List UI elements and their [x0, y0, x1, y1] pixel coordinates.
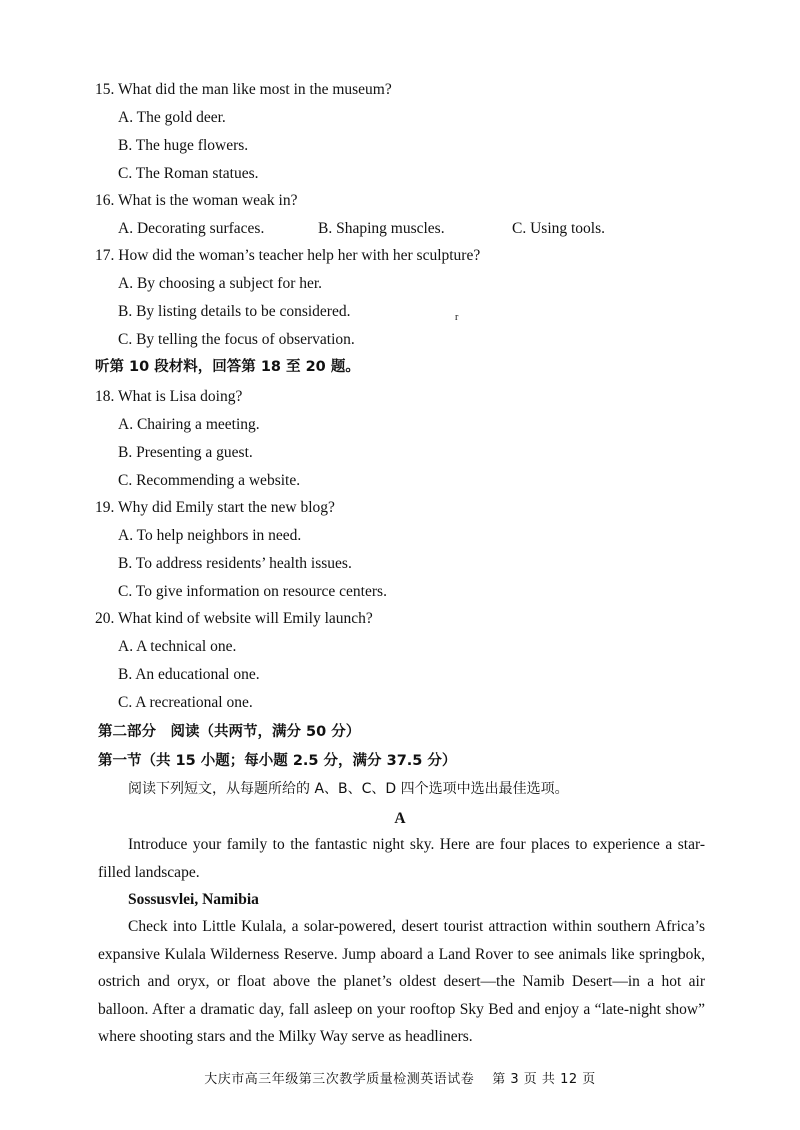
- option-19b: B. To address residents’ health issues.: [118, 555, 352, 572]
- stray-mark: r: [455, 312, 459, 323]
- question-15: 15. What did the man like most in the museum?: [95, 81, 392, 98]
- option-17c: C. By telling the focus of observation.: [118, 331, 355, 348]
- option-19a: A. To help neighbors in need.: [118, 527, 302, 544]
- question-20: 20. What kind of website will Emily launch?: [95, 610, 373, 627]
- page-number: 第 3 页 共 12 页: [492, 1072, 596, 1087]
- option-19c: C. To give information on resource centers.: [118, 583, 387, 600]
- option-17a: A. By choosing a subject for her.: [118, 275, 323, 292]
- passage-body: Check into Little Kulala, a solar-powered, desert tourist attraction within southern Africa’s expansive Kulala Wilderness Reserve. Jump aboard a Land Rover to see animals like springbok, ostrich and oryx, or float above the planet’s oldest desert—the Namib Desert—in a hot air balloon. After a dramatic day, fall asleep on your rooftop Sky Bed and enjoy a “late-night show” where shooting stars and the Milky Way serve as headliners.: [98, 918, 705, 1045]
- option-15a: A. The gold deer.: [118, 109, 226, 126]
- passage-label: A: [394, 810, 406, 827]
- part-two-title: 第二部分 阅读（共两节，满分 50 分）: [98, 724, 361, 740]
- option-20a: A. A technical one.: [118, 638, 237, 655]
- option-20b: B. An educational one.: [118, 666, 260, 683]
- passage-intro: Introduce your family to the fantastic night sky. Here are four places to experience a star-filled landscape.: [98, 836, 705, 881]
- reading-instruction: 阅读下列短文，从每题所给的 A、B、C、D 四个选项中选出最佳选项。: [128, 781, 569, 797]
- option-15b: B. The huge flowers.: [118, 137, 249, 154]
- option-16b: B. Shaping muscles.: [318, 220, 445, 237]
- option-18a: A. Chairing a meeting.: [118, 416, 260, 433]
- question-16: 16. What is the woman weak in?: [95, 192, 298, 209]
- option-16c: C. Using tools.: [512, 220, 606, 237]
- page-footer: [0, 1068, 800, 1087]
- option-17b: B. By listing details to be considered.: [118, 303, 351, 320]
- option-18b: B. Presenting a guest.: [118, 444, 253, 461]
- question-18: 18. What is Lisa doing?: [95, 388, 243, 405]
- option-18c: C. Recommending a website.: [118, 472, 301, 489]
- option-15c: C. The Roman statues.: [118, 165, 259, 182]
- listening-instruction: 听第 10 段材料，回答第 18 至 20 题。: [95, 359, 360, 375]
- option-16a: A. Decorating surfaces.: [118, 220, 265, 237]
- passage-subheading: Sossusvlei, Namibia: [128, 891, 259, 908]
- question-17: 17. How did the woman’s teacher help her with her sculpture?: [95, 247, 481, 264]
- question-19: 19. Why did Emily start the new blog?: [95, 499, 335, 516]
- exam-name: 大庆市高三年级第三次教学质量检测英语试卷: [204, 1072, 475, 1087]
- option-20c: C. A recreational one.: [118, 694, 253, 711]
- section-one-title: 第一节（共 15 小题；每小题 2.5 分，满分 37.5 分）: [98, 753, 457, 769]
